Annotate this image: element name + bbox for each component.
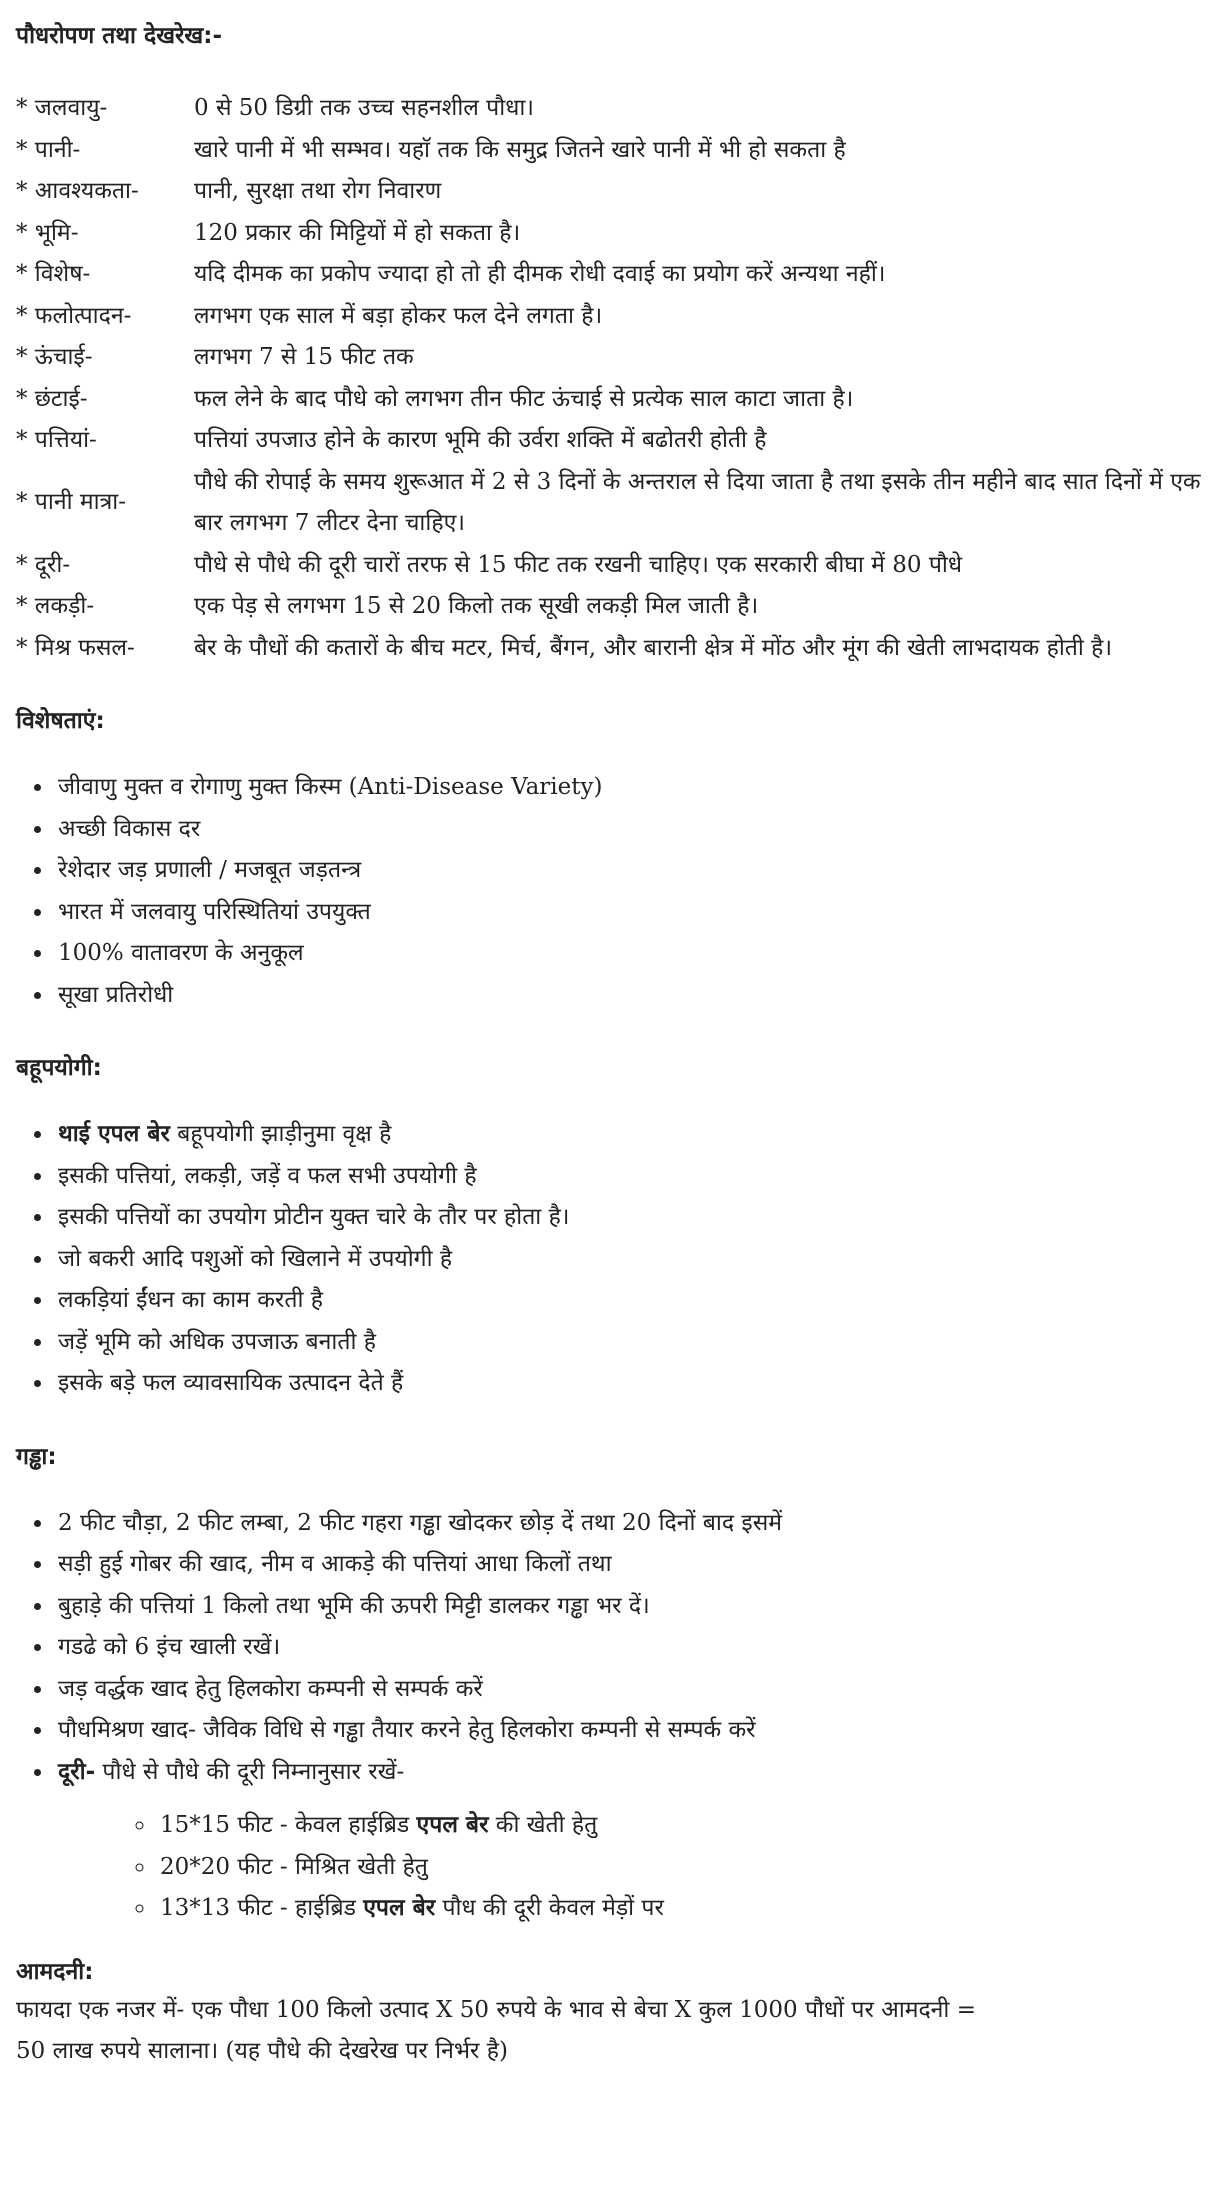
care-row (16, 213, 1228, 255)
care-key: * पत्तियां- (16, 427, 97, 453)
care-row (16, 337, 1228, 379)
income-section (16, 1954, 1228, 2073)
list-item: • लकड़ियां ईंधन का काम करती है (54, 1280, 1228, 1322)
care-key: * पानी मात्रा- (16, 489, 127, 516)
care-value: एक पेड़ से लगभग 15 से 20 किलो तक सूखी लकड़ी मिल जाती है। (194, 593, 759, 619)
list-item (54, 1752, 1228, 1794)
list-item: • बुहाड़े की पत्तियां 1 किलो तथा भूमि की ऊपरी मिट्टी डालकर गड्ढा भर दें। (54, 1586, 1228, 1628)
sub-item-text: पौध की दूरी केवल मेड़ों पर (435, 1895, 664, 1921)
care-value: खारे पानी में भी सम्भव। यहाॅ तक कि समुद्र जितने खारे पानी में भी हो सकता है (194, 136, 846, 163)
multipurpose-heading: बहूपयोगी: (16, 1055, 102, 1081)
care-row (16, 88, 1228, 130)
sub-item-text: 15*15 फीट - केवल हाईब्रिड (160, 1812, 417, 1838)
care-row (16, 545, 1228, 587)
list-item-text: बहूपयोगी झाड़ीनुमा वृक्ष है (169, 1121, 392, 1147)
pit-heading: गड्ढा: (16, 1443, 57, 1470)
list-item: • भारत में जलवायु परिस्थितियां उपयुक्त (54, 892, 1228, 934)
list-item: • गडढे को 6 इंच खाली रखें। (54, 1627, 1228, 1669)
care-row (16, 379, 1228, 421)
care-value: 0 से 50 डिग्री तक उच्च सहनशील पौधा। (194, 95, 535, 121)
list-item (54, 1114, 1228, 1156)
list-item: • 2 फीट चौड़ा, 2 फीट लम्बा, 2 फीट गहरा गड्ढा खोदकर छोड़ दें तथा 20 दिनों बाद इसमें (54, 1503, 1228, 1545)
list-item: • जीवाणु मुक्त व रोगाणु मुक्त किस्म (Anti-Disease Variety) (54, 767, 1228, 809)
list-item-text: पौधे से पौधे की दूरी निम्नानुसार रखें- (95, 1758, 405, 1785)
care-value: पत्तियां उपजाउ होने के कारण भूमि की उर्वरा शक्ति में बढोतरी होती है (194, 427, 767, 453)
care-key: * भूमि- (16, 219, 79, 246)
care-table (16, 88, 1228, 669)
income-line-2: 50 लाख रुपये सालाना। (यह पौधे की देखरेख पर निर्भर है) (16, 2038, 508, 2064)
list-item: • जड़ें भूमि को अधिक उपजाऊ बनाती है (54, 1322, 1228, 1364)
care-key: * पानी- (16, 136, 81, 163)
care-value: यदि दीमक का प्रकोप ज्यादा हो तो ही दीमक रोधी दवाई का प्रयोग करें अन्यथा नहीं। (194, 261, 886, 287)
list-item: • रेशेदार जड़ प्रणाली / मजबूत जड़तन्त्र (54, 850, 1228, 892)
list-item: • पौधमिश्रण खाद- जैविक विधि से गड्ढा तैयार करने हेतु हिलकोरा कम्पनी से सम्पर्क करें (54, 1710, 1228, 1752)
care-value: 120 प्रकार की मिट्टियों में हो सकता है। (194, 219, 521, 246)
income-heading: आमदनी: (16, 1958, 94, 1985)
sub-list-item (156, 1805, 1228, 1847)
care-key: * ऊंचाई- (16, 344, 93, 370)
variety-name: थाई एपल बेर (58, 1121, 170, 1147)
care-value: पौधे की रोपाई के समय शुरूआत में 2 से 3 दिनों के अन्तराल से दिया जाता है तथा इसके तीन महीने बाद सात दिनों में एक बार लगभग 7 लीटर देना चाहिए। (194, 468, 1201, 536)
list-item: • इसकी पत्तियां, लकड़ी, जड़ें व फल सभी उपयोगी है (54, 1156, 1228, 1198)
care-key: * जलवायु- (16, 95, 108, 121)
sub-item-bold: एपल बेर (363, 1895, 436, 1921)
list-item: • जड़ वर्द्धक खाद हेतु हिलकोरा कम्पनी से सम्पर्क करें (54, 1669, 1228, 1711)
care-row (16, 171, 1228, 213)
sub-item-text: 20*20 फीट - मिश्रित खेती हेतु (160, 1853, 428, 1880)
care-value: पौधे से पौधे की दूरी चारों तरफ से 15 फीट तक रखनी चाहिए। एक सरकारी बीघा में 80 पौधे (194, 551, 962, 578)
care-key: * फलोत्पादन- (16, 302, 132, 329)
sub-item-text: 13*13 फीट - हाईब्रिड (160, 1895, 364, 1921)
list-item: • सड़ी हुई गोबर की खाद, नीम व आकड़े की पत्तियां आधा किलों तथा (54, 1544, 1228, 1586)
distance-label: दूरी- (58, 1758, 96, 1785)
list-item: • इसकी पत्तियों का उपयोग प्रोटीन युक्त चारे के तौर पर होता है। (54, 1197, 1228, 1239)
care-row (16, 254, 1228, 296)
list-item: • सूखा प्रतिरोधी (54, 975, 1228, 1017)
care-row (16, 628, 1228, 670)
distance-list (16, 1752, 1228, 1794)
sub-list-item (156, 1847, 1228, 1889)
sub-item-text: की खेती हेतु (488, 1812, 598, 1838)
list-item: • अच्छी विकास दर (54, 809, 1228, 851)
care-key: * विशेष- (16, 261, 91, 287)
care-key: * छंटाई- (16, 385, 88, 412)
income-line-1: फायदा एक नजर में- एक पौधा 100 किलो उत्पाद X 50 रुपये के भाव से बेचा X कुल 1000 पौधों पर आमदनी = (16, 1996, 976, 2023)
list-item: • जो बकरी आदि पशुओं को खिलाने में उपयोगी है (54, 1239, 1228, 1281)
features-list (16, 767, 1228, 1016)
care-value: लगभग एक साल में बड़ा होकर फल देने लगता है। (194, 302, 603, 329)
care-heading: पौधरोपण तथा देखरेख:- (16, 23, 222, 49)
care-key: * दूरी- (16, 551, 71, 578)
care-value: पानी, सुरक्षा तथा रोग निवारण (194, 178, 442, 204)
sub-item-bold: एपल बेर (416, 1812, 489, 1838)
list-item: • 100% वातावरण के अनुकूल (54, 933, 1228, 975)
care-value: लगभग 7 से 15 फीट तक (194, 344, 414, 370)
multipurpose-list (16, 1114, 1228, 1405)
care-value: बेर के पौधों की कतारों के बीच मटर, मिर्च, बैंगन, और बारानी क्षेत्र में मोंठ और मूंग की खेती लाभदायक होती है। (194, 634, 1113, 661)
care-row (16, 420, 1228, 462)
care-key: * मिश्र फसल- (16, 634, 135, 661)
pit-list (16, 1503, 1228, 1752)
care-key: * आवश्यकता- (16, 178, 139, 204)
care-key: * लकड़ी- (16, 593, 95, 619)
sub-list-item (156, 1888, 1228, 1930)
care-row (16, 462, 1228, 545)
care-value: फल लेने के बाद पौधे को लगभग तीन फीट ऊंचाई से प्रत्येक साल काटा जाता है। (194, 385, 854, 412)
care-row (16, 586, 1228, 628)
list-item: • इसके बड़े फल व्यावसायिक उत्पादन देते हैं (54, 1363, 1228, 1405)
distance-sub-list (16, 1805, 1228, 1930)
care-row (16, 296, 1228, 338)
features-heading: विशेषताएं: (16, 708, 105, 734)
care-row (16, 130, 1228, 172)
